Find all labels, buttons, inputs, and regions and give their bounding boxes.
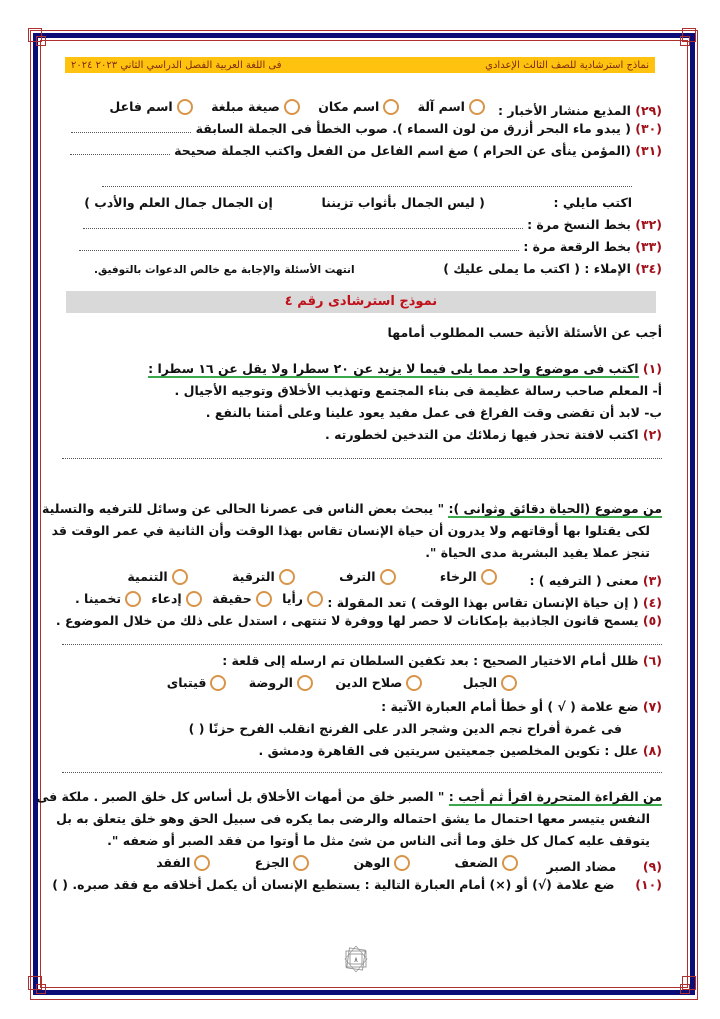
answer-line[interactable] <box>62 772 662 773</box>
question-number: (٣٣) <box>635 239 662 254</box>
radio-circle-icon[interactable] <box>481 569 497 585</box>
question-number: (٢) <box>642 427 662 442</box>
question-33 <box>62 236 662 258</box>
radio-circle-icon[interactable] <box>210 675 226 691</box>
question-34 <box>62 258 662 281</box>
option[interactable] <box>463 672 517 694</box>
question-1 <box>62 358 662 380</box>
verse-part-2: إن الجمال جمال العلم والأدب ) <box>84 195 273 210</box>
question-text: علل : تكوين المخلصين جمعيتين سريتين فى القاهرة ودمشق . <box>258 743 639 758</box>
header-title: نماذج استرشادية للصف الثالث الإعدادي <box>485 59 649 71</box>
question-text: الإملاء : ( اكتب ما يملى عليك ) <box>443 261 631 276</box>
option[interactable] <box>127 566 187 588</box>
question-number: (٦) <box>642 653 662 668</box>
instructions: أجب عن الأسئلة الأتية حسب المطلوب أمامها <box>387 325 662 340</box>
radio-circle-icon[interactable] <box>307 591 323 607</box>
radio-circle-icon[interactable] <box>125 591 141 607</box>
question-number: (٣٤) <box>635 261 662 276</box>
option[interactable] <box>156 852 210 874</box>
question-text: يسمح قانون الجاذبية بإمكانات لا حصر لها ووفرة لا تنتهى ، استدل على ذلك من خلال الموضوع . <box>55 613 639 628</box>
passage-1-line-3: تنجز عملا يفيد البشرية مدى الحياة ". <box>425 545 650 560</box>
option-label: قيتباى <box>166 675 207 690</box>
question-number: (٣) <box>642 573 662 588</box>
radio-circle-icon[interactable] <box>186 591 202 607</box>
option-label: رأيا <box>282 591 303 606</box>
option-label: الجبل <box>462 675 497 690</box>
frame-corner-ornament <box>680 984 690 994</box>
question-number: (٩) <box>642 859 662 874</box>
section-title: نموذج استرشادى رقم ٤ <box>66 291 656 313</box>
radio-circle-icon[interactable] <box>383 99 399 115</box>
passage-1-line-2: لكى يقتلوا بها أوقاتهم ولا يدرون أن حياة الإنسان تقاس بهذا الوقت وأن الثانية في عمر الوقت قد <box>51 523 650 538</box>
option[interactable] <box>282 588 323 610</box>
page-number-ornament <box>342 945 370 973</box>
question-text: اكتب لافتة تحذر فيها زملائك من التدخين لخطورته . <box>324 427 639 442</box>
option-label: حقيقة <box>212 591 252 606</box>
radio-circle-icon[interactable] <box>380 569 396 585</box>
option-label: الوهن <box>353 855 391 870</box>
option[interactable] <box>353 852 410 874</box>
passage-2-line-1 <box>36 786 662 808</box>
question-text: معنى ( الترفيه ) : <box>529 573 639 588</box>
option-label: الترقية <box>232 569 275 584</box>
frame-corner-ornament <box>36 36 46 46</box>
radio-circle-icon[interactable] <box>469 99 485 115</box>
question-text: ظلل أمام الاختيار الصحيح : بعد تكفين السلطان تم ارسله إلى قلعة : <box>222 653 639 668</box>
option[interactable] <box>151 588 201 610</box>
closing-note: انتهت الأسئلة والإجابة مع خالص الدعوات بالتوفيق. <box>94 264 355 276</box>
frame-corner-ornament <box>36 984 46 994</box>
answer-line[interactable] <box>83 216 523 229</box>
option-label: صلاح الدين <box>335 675 403 690</box>
write-label: اكتب مايلي : <box>553 195 632 210</box>
question-text: مضاد الصبر <box>546 859 617 874</box>
passage-1-line-1 <box>42 498 662 520</box>
option[interactable] <box>249 672 313 694</box>
question-number: (٤) <box>642 595 662 610</box>
option-label: تخمينا . <box>74 591 122 606</box>
radio-circle-icon[interactable] <box>297 675 313 691</box>
option-label: الترف <box>339 569 376 584</box>
question-text: ضع علامة ( √ ) أو خطأ أمام العبارة الآتية : <box>381 699 639 714</box>
radio-circle-icon[interactable] <box>293 855 309 871</box>
question-number: (١٠) <box>635 877 662 892</box>
option[interactable] <box>75 588 141 610</box>
radio-circle-icon[interactable] <box>279 569 295 585</box>
question-number: (٣٢) <box>635 217 662 232</box>
option-label: صيغة مبلغة <box>211 99 280 114</box>
option[interactable] <box>418 96 485 118</box>
option[interactable] <box>109 96 192 118</box>
option-label: الضعف <box>454 855 498 870</box>
header-subtitle: فى اللغة العربية الفصل الدراسي الثاني ٢٠٢٣ ٢٠٢٤ <box>71 59 282 71</box>
question-7 <box>62 696 662 718</box>
question-text: اكتب فى موضوع واحد مما يلى فيما لا يزيد عن ٢٠ سطرا ولا يقل عن ١٦ سطرا : <box>148 361 639 376</box>
question-number: (٢٩) <box>635 103 662 118</box>
passage-label: من القراءة المتحررة اقرأ ثم أجب : <box>448 789 662 804</box>
question-7-statement: فى غمرة أفراح نجم الدين وشجر الدر على الفرنج انقلب الفرح حزنًا ( ) <box>188 721 622 736</box>
topic-a: أ- المعلم صاحب رسالة عظيمة فى بناء المجتمع وتهذيب الأخلاق وتوجيه الأجيال . <box>174 383 662 398</box>
option-label: الروضة <box>248 675 293 690</box>
question-5 <box>55 610 662 632</box>
question-2 <box>62 424 662 446</box>
question-number: (٧) <box>642 699 662 714</box>
answer-line[interactable] <box>71 120 191 133</box>
radio-circle-icon[interactable] <box>406 675 422 691</box>
page-number: ٨ <box>354 956 358 964</box>
question-number: (٣١) <box>635 143 662 158</box>
radio-circle-icon[interactable] <box>194 855 210 871</box>
topic-b: ب- لابد أن تقضى وقت الفراغ فى عمل مفيد يعود علينا وعلى أمتنا بالنفع . <box>205 405 662 420</box>
option-label: اسم فاعل <box>109 99 173 114</box>
question-text: بخط الرقعة مرة : <box>523 239 631 254</box>
question-8 <box>62 740 662 762</box>
option[interactable] <box>255 852 309 874</box>
passage-2-line-2: النفس يتيسر معها احتمال ما يشق احتماله والرضى بما يكره فى سبيل الحق وهو خلق يتعلق به بل <box>56 811 650 826</box>
question-text: ضع علامة (√) أو (×) أمام العبارة التالية : يستطيع الإنسان أن يكمل أخلاقه مع فقد صبره. ( ) <box>52 877 615 892</box>
option[interactable] <box>232 566 295 588</box>
question-30 <box>62 118 662 140</box>
passage-2-line-3: يتوقف عليه كمال كل خلق وما أتى الناس من شئ مثل ما أوتوا من فقد الصبر أو ضعفه ". <box>107 833 650 848</box>
option-label: التنمية <box>127 569 168 584</box>
radio-circle-icon[interactable] <box>177 99 193 115</box>
question-number: (٨) <box>642 743 662 758</box>
answer-line[interactable] <box>62 644 662 645</box>
passage-text: " الصبر خلق من أمهات الأخلاق بل أساس كل خلق الصبر . ملكة فى <box>36 789 445 804</box>
answer-line[interactable] <box>79 238 519 251</box>
verse-part-1: ( ليس الجمال بأثواب تزيننا <box>321 195 485 210</box>
radio-circle-icon[interactable] <box>172 569 188 585</box>
question-32 <box>62 214 662 236</box>
passage-text: " يبحث بعض الناس فى عصرنا الحالى عن وسائل للترفيه والتسلية <box>42 501 445 516</box>
option-label: الرخاء <box>439 569 477 584</box>
passage-label: من موضوع (الحياة دقائق وثوانى ): <box>448 501 662 516</box>
option[interactable] <box>440 566 497 588</box>
option-label: الفقد <box>156 855 191 870</box>
question-6-options <box>62 672 662 698</box>
option-label: اسم آلة <box>417 99 465 114</box>
question-text: ( يبدو ماء البحر أزرق من لون السماء ). صوب الخطأ فى الجملة السابقة <box>195 121 631 136</box>
radio-circle-icon[interactable] <box>256 591 272 607</box>
question-10 <box>52 874 662 896</box>
question-text: ( إن حياة الإنسان تقاس بهذا الوقت ) تعد المقولة : <box>327 595 639 610</box>
question-6 <box>62 650 662 672</box>
option[interactable] <box>339 566 395 588</box>
question-number: (١) <box>642 361 662 376</box>
option-label: اسم مكان <box>318 99 380 114</box>
question-number: (٣٠) <box>635 121 662 136</box>
radio-circle-icon[interactable] <box>501 675 517 691</box>
question-text: المذيع منشار الأخبار : <box>498 103 631 118</box>
option-label: إدعاء <box>151 591 182 606</box>
question-31 <box>62 140 662 162</box>
header-bar <box>65 57 655 73</box>
option[interactable] <box>167 672 227 694</box>
question-text: (المؤمن ينأى عن الحرام ) صغ اسم الفاعل من الفعل واكتب الجملة صحيحة <box>174 143 631 158</box>
radio-circle-icon[interactable] <box>284 99 300 115</box>
answer-line[interactable] <box>102 186 632 187</box>
option-label: الجزع <box>254 855 290 870</box>
radio-circle-icon[interactable] <box>394 855 410 871</box>
option[interactable] <box>318 96 399 118</box>
answer-line[interactable] <box>70 142 170 155</box>
answer-line[interactable] <box>62 458 662 459</box>
radio-circle-icon[interactable] <box>502 855 518 871</box>
option[interactable] <box>212 588 272 610</box>
question-text: بخط النسخ مرة : <box>527 217 631 232</box>
option[interactable] <box>335 672 422 694</box>
write-instruction <box>62 192 662 214</box>
frame-corner-ornament <box>680 36 690 46</box>
option[interactable] <box>211 96 300 118</box>
question-number: (٥) <box>642 613 662 628</box>
option[interactable] <box>455 852 518 874</box>
